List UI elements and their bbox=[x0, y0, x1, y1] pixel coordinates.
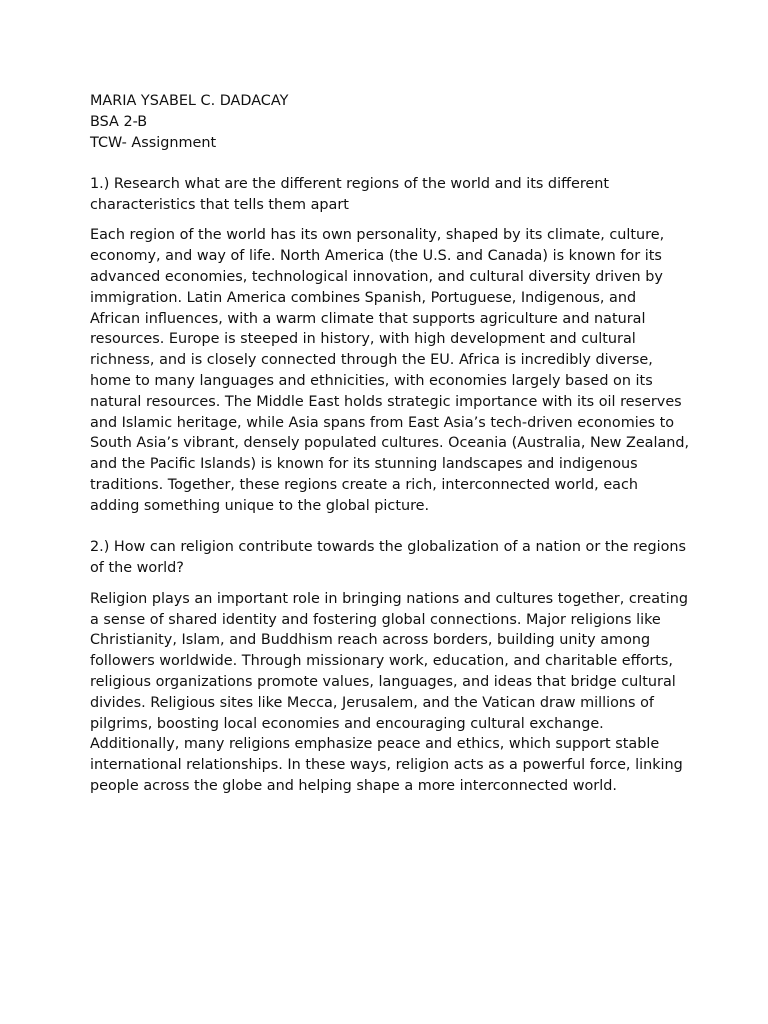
document-page bbox=[90, 91, 690, 797]
assignment-title: TCW- Assignment bbox=[90, 134, 217, 151]
question-2: 2.) How can religion contribute towards the globalization of a nation or the regions of the world? bbox=[90, 539, 687, 576]
answer-1: Each region of the world has its own personality, shaped by its climate, culture, economy, and way of life. North America (the U.S. and Canada) is known for its advanced economies, technological innovation, and cultural diversity driven by immigration. Latin America combines Spanish, Portuguese, Indigenous, and African influences, with a warm climate that supports agriculture and natural resources. Europe is steeped in history, with high development and cultural richness, and is closely connected through the EU. Africa is incredibly diverse, home to many languages and ethnicities, with economies largely based on its natural resources. The Middle East holds strategic importance with its oil reserves and Islamic heritage, while Asia spans from East Asia’s tech-driven economies to South Asia’s vibrant, densely populated cultures. Oceania (Australia, New Zealand, and the Pacific Islands) is known for its stunning landscapes and indigenous traditions. Together, these regions create a rich, interconnected world, each adding something unique to the global picture. bbox=[90, 227, 690, 514]
student-name: MARIA YSABEL C. DADACAY bbox=[90, 93, 289, 109]
question-1: 1.) Research what are the different regions of the world and its different characteristics that tells them apart bbox=[90, 175, 610, 213]
answer-2: Religion plays an important role in bringing nations and cultures together, creating a sense of shared identity and fostering global connections. Major religions like Christianity, Islam, and Buddhism reach across borders, building unity among followers worldwide. Through missionary work, education, and charitable efforts, religious organizations promote values, languages, and ideas that bridge cultural divides. Religious sites like Mecca, Jerusalem, and the Vatican draw millions of pilgrims, boosting local economies and encouraging cultural exchange. Additionally, many religions emphasize peace and ethics, which support stable international relationships. In these ways, religion acts as a powerful force, linking people across the globe and helping shape a more interconnected world. bbox=[90, 590, 688, 794]
student-section: BSA 2-B bbox=[90, 113, 148, 130]
document-header bbox=[90, 91, 690, 153]
